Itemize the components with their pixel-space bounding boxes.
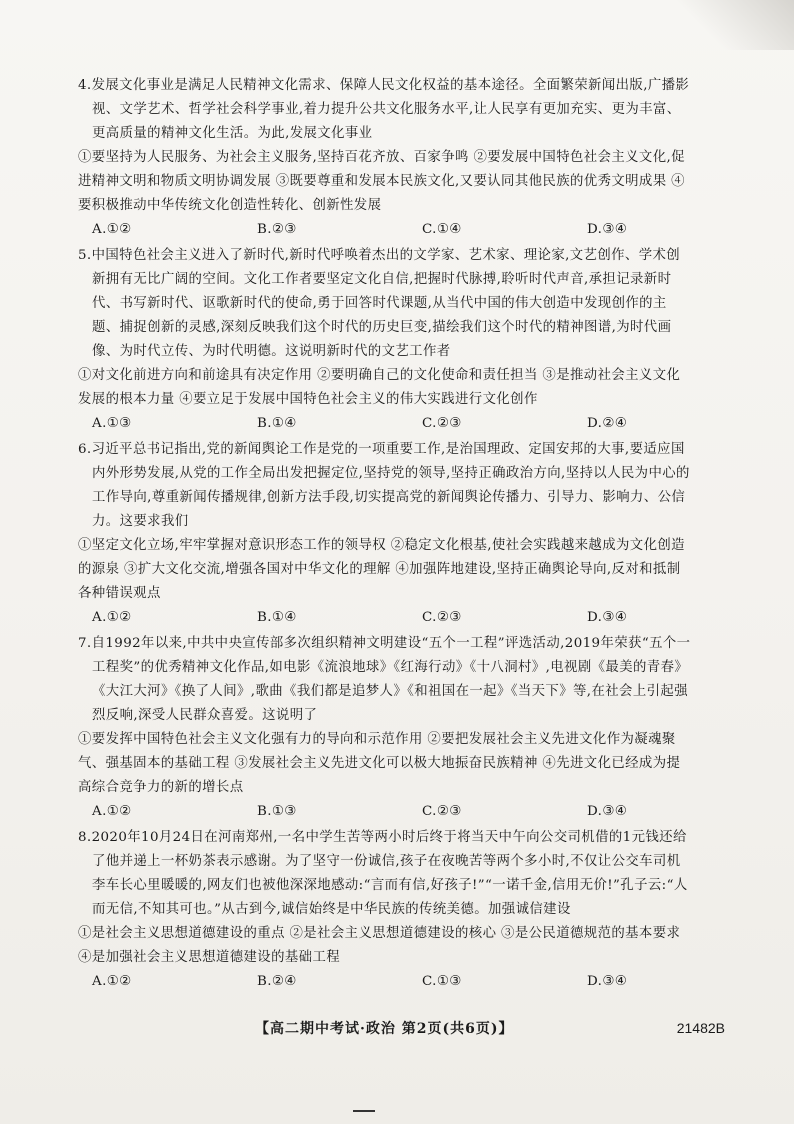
choice-c[interactable]: C.①④	[422, 222, 462, 237]
paper-code: 21482B	[676, 1020, 725, 1036]
question-statements: ①对文化前进方向和前途具有决定作用 ②要明确自己的文化使命和责任担当 ③是推动社会主义文化发展的根本力量 ④要立足于发展中国特色社会主义的伟大实践进行文化创作	[78, 368, 681, 407]
choice-b[interactable]: B.②④	[257, 974, 297, 989]
choice-a[interactable]: A.①②	[92, 610, 132, 625]
question-4	[78, 74, 693, 242]
choice-b[interactable]: B.①④	[257, 416, 297, 431]
question-statements: ①要坚持为人民服务、为社会主义服务,坚持百花齐放、百家争鸣 ②要发展中国特色社会主义文化,促进精神文明和物质文明协调发展 ③既要尊重和发展本民族文化,又要认同其他民族的优秀文明成果 ④要积极推动中华传统文化创造性转化、创新性发展	[78, 150, 685, 213]
answer-choices	[78, 970, 697, 994]
choice-b[interactable]: B.①③	[257, 804, 297, 819]
choice-a[interactable]: A.①③	[92, 416, 132, 431]
scan-shadow	[674, 0, 794, 50]
choice-c[interactable]: C.②③	[422, 610, 462, 625]
footer-title: 【高二期中考试·政治 第2页(共6页)】	[255, 1021, 514, 1037]
question-statements: ①是社会主义思想道德建设的重点 ②是社会主义思想道德建设的核心 ③是公民道德规范的基本要求 ④是加强社会主义思想道德建设的基础工程	[78, 926, 681, 965]
answer-choices	[78, 800, 697, 824]
question-stem: 6.习近平总书记指出,党的新闻舆论工作是党的一项重要工作,是治国理政、定国安邦的大事,要适应国内外形势发展,从党的工作全局出发把握定位,坚持党的领导,坚持正确政治方向,坚持以人民为中心的工作导向,尊重新闻传播规律,创新方法手段,切实提高党的新闻舆论传播力、引导力、影响力、公信力。这要求我们	[78, 442, 690, 529]
choice-b[interactable]: B.①④	[257, 610, 297, 625]
answer-choices	[78, 606, 697, 630]
question-stem: 7.自1992年以来,中共中央宣传部多次组织精神文明建设“五个一工程”评选活动,2019年荣获“五个一工程奖”的优秀精神文化作品,如电影《流浪地球》《红海行动》《十八洞村》,电视剧《最美的青春》《大江大河》《换了人间》,歌曲《我们都是追梦人》《和祖国在一起》《当天下》等,在社会上引起强烈反响,深受人民群众喜爱。这说明了	[78, 636, 691, 723]
choice-a[interactable]: A.①②	[92, 222, 132, 237]
question-stem: 5.中国特色社会主义进入了新时代,新时代呼唤着杰出的文学家、艺术家、理论家,文艺创作、学术创新拥有无比广阔的空间。文化工作者要坚定文化自信,把握时代脉搏,聆听时代声音,承担记录新时代、书写新时代、讴歌新时代的使命,勇于回答时代课题,从当代中国的伟大创造中发现创作的主题、捕捉创新的灵感,深刻反映我们这个时代的历史巨变,描绘我们这个时代的精神图谱,为时代画像、为时代立传、为时代明德。这说明新时代的文艺工作者	[78, 248, 681, 359]
exam-content	[78, 74, 693, 996]
choice-a[interactable]: A.①②	[92, 974, 132, 989]
question-6	[78, 438, 693, 630]
choice-c[interactable]: C.②③	[422, 804, 462, 819]
question-statements: ①要发挥中国特色社会主义文化强有力的导向和示范作用 ②要把发展社会主义先进文化作为凝魂聚气、强基固本的基础工程 ③发展社会主义先进文化可以极大地振奋民族精神 ④先进文化已经成为提高综合竞争力的新的增长点	[78, 732, 681, 795]
choice-d[interactable]: D.③④	[587, 804, 628, 819]
choice-b[interactable]: B.②③	[257, 222, 297, 237]
choice-c[interactable]: C.②③	[422, 416, 462, 431]
choice-a[interactable]: A.①②	[92, 804, 132, 819]
choice-d[interactable]: D.③④	[587, 222, 628, 237]
answer-choices	[78, 412, 697, 436]
choice-d[interactable]: D.③④	[587, 974, 628, 989]
question-5	[78, 244, 693, 436]
question-statements: ①坚定文化立场,牢牢掌握对意识形态工作的领导权 ②稳定文化根基,使社会实践越来越成为文化创造的源泉 ③扩大文化交流,增强各国对中华文化的理解 ④加强阵地建设,坚持正确舆论导向,反对和抵制各种错误观点	[78, 538, 685, 601]
choice-d[interactable]: D.③④	[587, 610, 628, 625]
question-8	[78, 826, 693, 994]
choice-c[interactable]: C.①③	[422, 974, 462, 989]
page-footer	[255, 1018, 725, 1038]
answer-choices	[78, 218, 697, 242]
bottom-dash	[353, 1110, 375, 1112]
choice-d[interactable]: D.②④	[587, 416, 628, 431]
question-7	[78, 632, 693, 824]
question-stem: 4.发展文化事业是满足人民精神文化需求、保障人民文化权益的基本途径。全面繁荣新闻出版,广播影视、文学艺术、哲学社会科学事业,着力提升公共文化服务水平,让人民享有更加充实、更为丰富、更高质量的精神文化生活。为此,发展文化事业	[78, 78, 690, 141]
question-stem: 8.2020年10月24日在河南郑州,一名中学生苦等两小时后终于将当天中午向公交司机借的1元钱还给了他并递上一杯奶茶表示感谢。为了坚守一份诚信,孩子在夜晚苦等两个多小时,不仅让公交车司机李车长心里暖暖的,网友们也被他深深地感动:“言而有信,好孩子!”“一诺千金,信用无价!”孔子云:“人而无信,不知其可也。”从古到今,诚信始终是中华民族的传统美德。加强诚信建设	[78, 830, 688, 917]
